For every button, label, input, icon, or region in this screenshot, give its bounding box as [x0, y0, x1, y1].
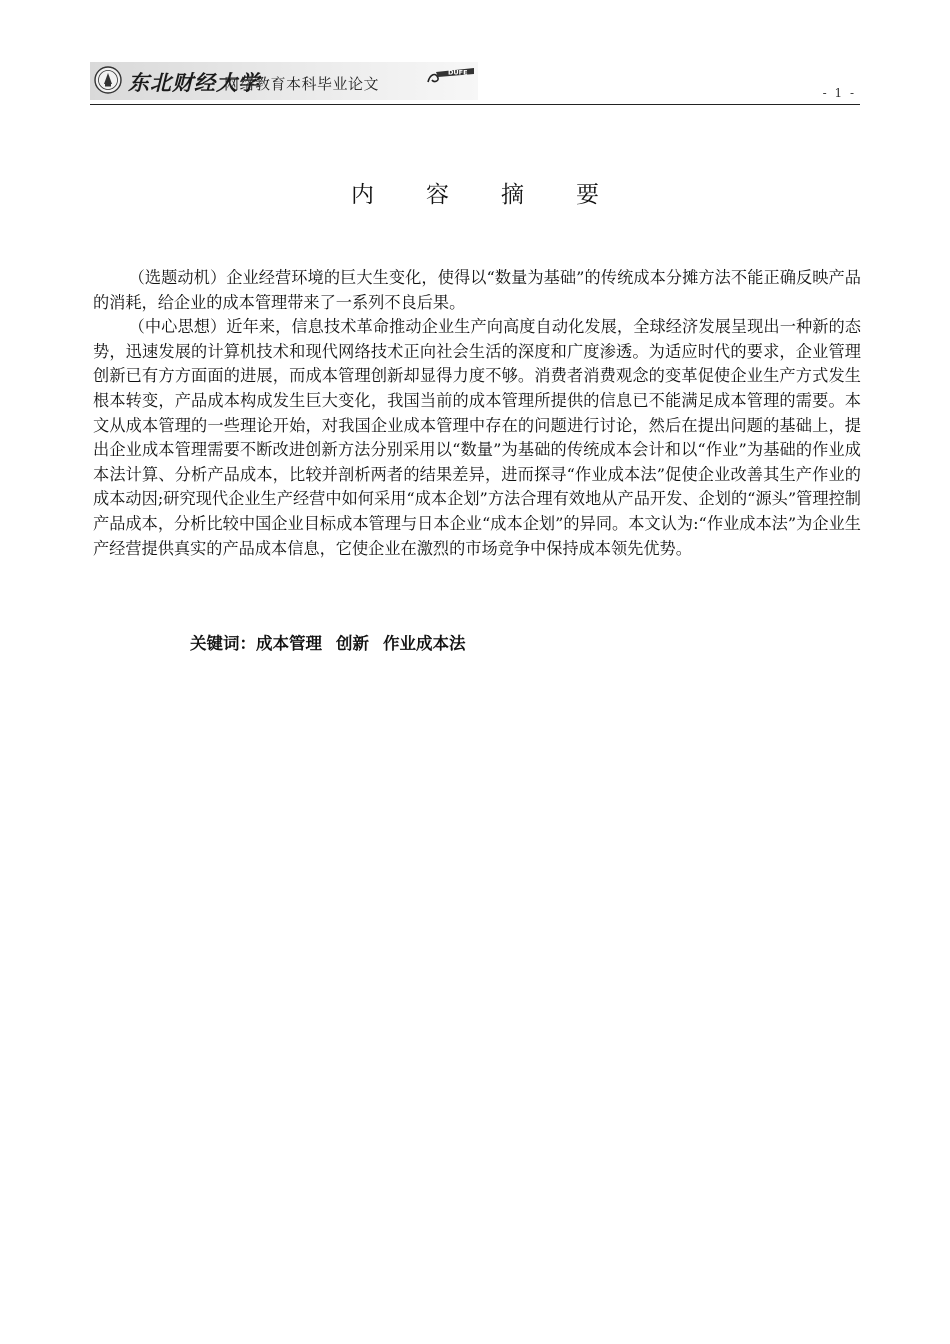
header-logo-band [90, 62, 478, 100]
title-char: 内 [351, 182, 374, 208]
page-header [90, 62, 860, 105]
university-name: 东北财经大学 [128, 70, 260, 95]
paragraph-central-idea: （中心思想）近年来，信息技术革命推动企业生产向高度自动化发展，全球经济发展呈现出一种新的态势，迅速发展的计算机技术和现代网络技术正向社会生活的深度和广度渗透。为适应时代的要求，企业管理创新已有方方面面的进展，而成本管理创新却显得力度不够。消费者消费观念的变革促使企业生产方式发生根本转变，产品成本构成发生巨大变化，我国当前的成本管理所提供的信息已不能满足成本管理的需要。本文从成本管理的一些理论开始，对我国企业成本管理中存在的问题进行讨论，然后在提出问题的基础上，提出企业成本管理需要不断改进创新方法分别采用以“数量”为基础的传统成本会计和以“作业”为基础的作业成本法计算、分析产品成本，比较并剖析两者的结果差异，进而探寻“作业成本法”促使企业改善其生产作业的成本动因;研究现代企业生产经营中如何采用“成本企划”方法合理有效地从产品开发、企划的“源头”管理控制产品成本，分析比较中国企业目标成本管理与日本企业“成本企划”的异同。本文认为:“作业成本法”为企业生产经营提供真实的产品成本信息，它使企业在激烈的市场竞争中保持成本领先优势。 [93, 317, 861, 558]
title-char: 容 [426, 182, 449, 208]
keyword-term: 作业成本法 [383, 634, 466, 653]
abstract-title [0, 176, 950, 209]
keywords-label: 关键词： [190, 634, 256, 653]
title-char: 要 [576, 182, 599, 208]
dufe-emblem-icon [426, 64, 476, 86]
keyword-term: 成本管理 [256, 634, 322, 653]
keyword-term: 创新 [336, 634, 369, 653]
paragraph-motivation: （选题动机）企业经营环境的巨大生变化，使得以“数量为基础”的传统成本分摊方法不能正确反映产品的消耗，给企业的成本管理带来了一系列不良后果。 [93, 268, 861, 312]
keywords-line [190, 630, 480, 654]
svg-text:DUFE: DUFE [448, 68, 468, 77]
university-seal-icon [94, 66, 122, 94]
title-char: 摘 [501, 182, 524, 208]
program-name: 网络教育本科毕业论文 [224, 75, 380, 93]
abstract-body [93, 266, 861, 561]
page-number: - 1 - [822, 86, 856, 100]
